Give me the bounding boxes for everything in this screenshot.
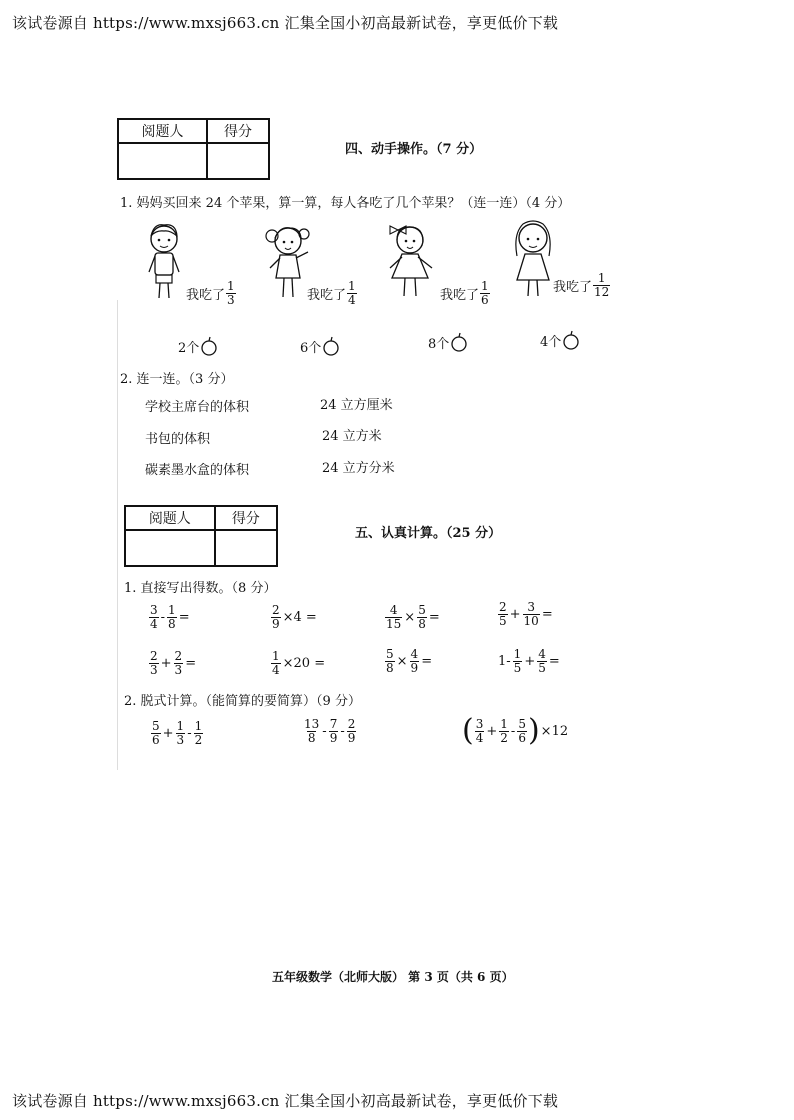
grader-cell	[118, 143, 207, 179]
match-left-2: 书包的体积	[145, 432, 211, 447]
score-cell	[215, 530, 277, 566]
apple-icon	[449, 332, 469, 352]
score-box-section4	[117, 118, 270, 180]
section4-q1-text: 1. 妈妈买回来 24 个苹果，算一算，每人各吃了几个苹果？（连一连）（4 分）	[120, 196, 571, 211]
grader-cell	[125, 530, 215, 566]
ate-label: 我吃了	[553, 280, 593, 295]
ate-label: 我吃了	[440, 288, 480, 303]
right-paren: )	[527, 713, 540, 748]
calc-2-2: $\frac{1}{4}$ ×20 =	[272, 649, 326, 677]
section5-q1-text: 1. 直接写出得数。（8 分）	[124, 581, 277, 596]
step-calc-3: ( $\frac{3}{4}$ + $\frac{1}{2}$ - $\frac{5}{6}$ ) ×12	[462, 713, 569, 748]
step-calc-2: $\frac{13}{8}$ - $\frac{7}{9}$ - $\frac{2}{9}$	[304, 717, 356, 745]
footer-banner: 该试卷源自 https://www.mxsj663.cn 汇集全国小初高最新试卷，享更低价下载	[12, 1092, 559, 1110]
apple-icon	[199, 336, 219, 356]
fraction: $\frac{1}{4}$	[348, 279, 356, 307]
child4-statement	[553, 272, 611, 299]
apple-option-3: 8个	[428, 332, 469, 352]
apple-icon	[321, 336, 341, 356]
calc-1-2: $\frac{2}{9}$ ×4 =	[272, 603, 317, 631]
ate-label: 我吃了	[186, 288, 226, 303]
section4-title: 四、动手操作。（7 分）	[345, 142, 483, 157]
left-paren: (	[462, 713, 474, 748]
match-left-1: 学校主席台的体积	[145, 400, 250, 415]
fraction: $\frac{1}{3}$	[227, 279, 235, 307]
score-label: 得分	[215, 506, 277, 530]
child2-statement	[307, 280, 358, 307]
score-label: 得分	[207, 119, 269, 143]
child3-statement	[440, 280, 491, 307]
header-banner: 该试卷源自 https://www.mxsj663.cn 汇集全国小初高最新试卷，享更低价下载	[12, 14, 559, 32]
calc-2-3: $\frac{5}{8}$ × $\frac{4}{9}$ =	[386, 647, 433, 675]
section5-q2-text: 2. 脱式计算。（能简算的要简算）（9 分）	[124, 694, 361, 709]
apple-icon	[561, 330, 581, 350]
match-left-3: 碳素墨水盒的体积	[145, 463, 250, 478]
calc-2-1: $\frac{2}{3}$ + $\frac{2}{3}$ =	[150, 649, 197, 677]
score-cell	[207, 143, 269, 179]
score-box-section5	[124, 505, 278, 567]
match-right-2: 24 立方米	[322, 429, 382, 444]
page-footer: 五年级数学（北师大版） 第 3 页（共 6 页）	[272, 970, 514, 984]
child1-statement	[186, 280, 237, 307]
section5-title: 五、认真计算。（25 分）	[355, 526, 502, 541]
fraction: $\frac{1}{12}$	[594, 271, 610, 299]
apple-option-2: 6个	[300, 336, 341, 356]
calc-1-3: $\frac{4}{15}$ × $\frac{5}{8}$ =	[386, 603, 440, 631]
step-calc-1: $\frac{5}{6}$ + $\frac{1}{3}$ - $\frac{1}{2}$	[152, 719, 203, 747]
section4-q2-text: 2. 连一连。（3 分）	[120, 372, 234, 387]
calc-2-4: 1- $\frac{1}{5}$ + $\frac{4}{5}$ =	[498, 647, 560, 675]
scan-margin-line	[117, 300, 118, 770]
calc-1-4: $\frac{2}{5}$ + $\frac{3}{10}$ =	[499, 600, 553, 628]
grader-label: 阅题人	[125, 506, 215, 530]
apple-option-1: 2个	[178, 336, 219, 356]
ate-label: 我吃了	[307, 288, 347, 303]
boy-illustration	[140, 222, 188, 304]
match-right-3: 24 立方分米	[322, 461, 395, 476]
match-right-1: 24 立方厘米	[320, 398, 393, 413]
apple-option-4: 4个	[540, 330, 581, 350]
girl-bow-illustration	[382, 220, 442, 304]
grader-label: 阅题人	[118, 119, 207, 143]
calc-1-1: $\frac{3}{4}$ - $\frac{1}{8}$ =	[150, 603, 190, 631]
fraction: $\frac{1}{6}$	[481, 279, 489, 307]
